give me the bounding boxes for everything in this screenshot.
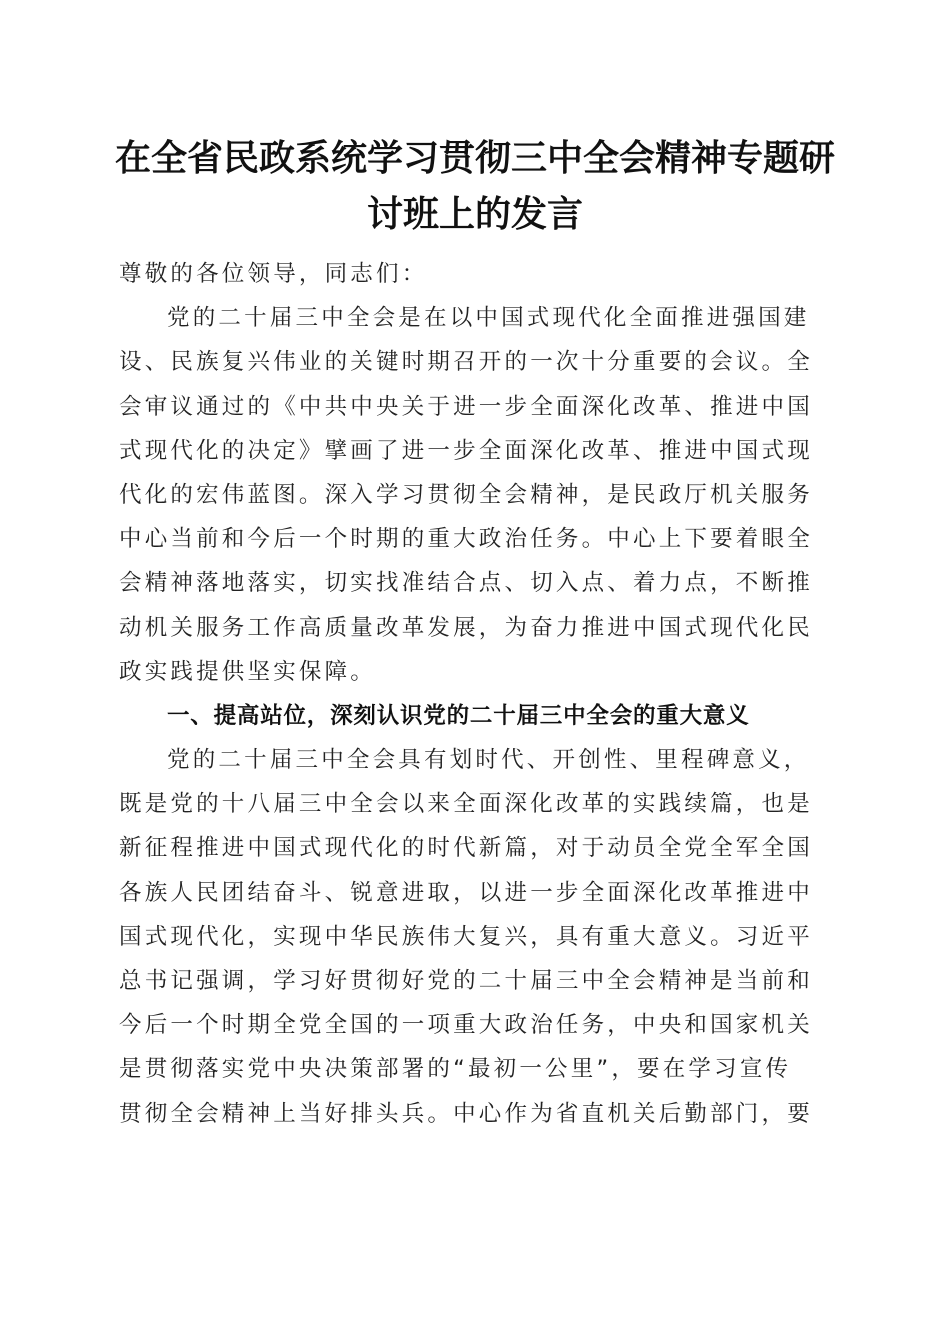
paragraph-line: 会精神落地落实，切实找准结合点、切入点、着力点，不断推 [119,570,813,597]
paragraph-line: 既是党的十八届三中全会以来全面深化改革的实践续篇，也是 [119,791,813,818]
paragraph-line: 设、民族复兴伟业的关键时期召开的一次十分重要的会议。全 [119,349,813,376]
paragraph-1 [119,296,831,694]
paragraph-line: 会审议通过的《中共中央关于进一步全面深化改革、推进中国 [119,393,813,420]
paragraph-line: 党的二十届三中全会是在以中国式现代化全面推进强国建 [167,305,810,332]
paragraph-line: 各族人民团结奋斗、锐意进取，以进一步全面深化改革推进中 [119,879,813,906]
paragraph-line: 政实践提供坚实保障。 [119,658,377,685]
title-line-2: 讨班上的发言 [366,193,583,235]
paragraph-line: 党的二十届三中全会具有划时代、开创性、里程碑意义， [167,747,810,774]
paragraph-line: 中心当前和今后一个时期的重大政治任务。中心上下要着眼全 [119,526,813,553]
paragraph-line: 动机关服务工作高质量改革发展，为奋力推进中国式现代化民 [119,614,813,641]
paragraph-line: 国式现代化，实现中华民族伟大复兴，具有重大意义。习近平 [119,923,813,950]
paragraph-line: 代化的宏伟蓝图。深入学习贯彻全会精神，是民政厅机关服务 [119,481,813,508]
title-line-1: 在全省民政系统学习贯彻三中全会精神专题研 [114,137,835,179]
paragraph-line: 是贯彻落实党中央决策部署的“最初一公里”，要在学习宣传 [119,1056,792,1083]
document-body [119,252,831,1136]
section-heading-1: 一、提高站位，深刻认识党的二十届三中全会的重大意义 [167,702,750,729]
paragraph-2 [119,738,831,1136]
salutation: 尊敬的各位领导，同志们： [119,261,428,287]
paragraph-line: 今后一个时期全党全国的一项重大政治任务，中央和国家机关 [119,1012,813,1039]
paragraph-line: 贯彻全会精神上当好排头兵。中心作为省直机关后勤部门，要 [119,1100,813,1127]
paragraph-line: 总书记强调，学习好贯彻好党的二十届三中全会精神是当前和 [119,968,813,994]
paragraph-line: 新征程推进中国式现代化的时代新篇，对于动员全党全军全国 [119,835,813,862]
paragraph-line: 式现代化的决定》擘画了进一步全面深化改革、推进中国式现 [119,437,813,464]
document-title [100,130,850,242]
